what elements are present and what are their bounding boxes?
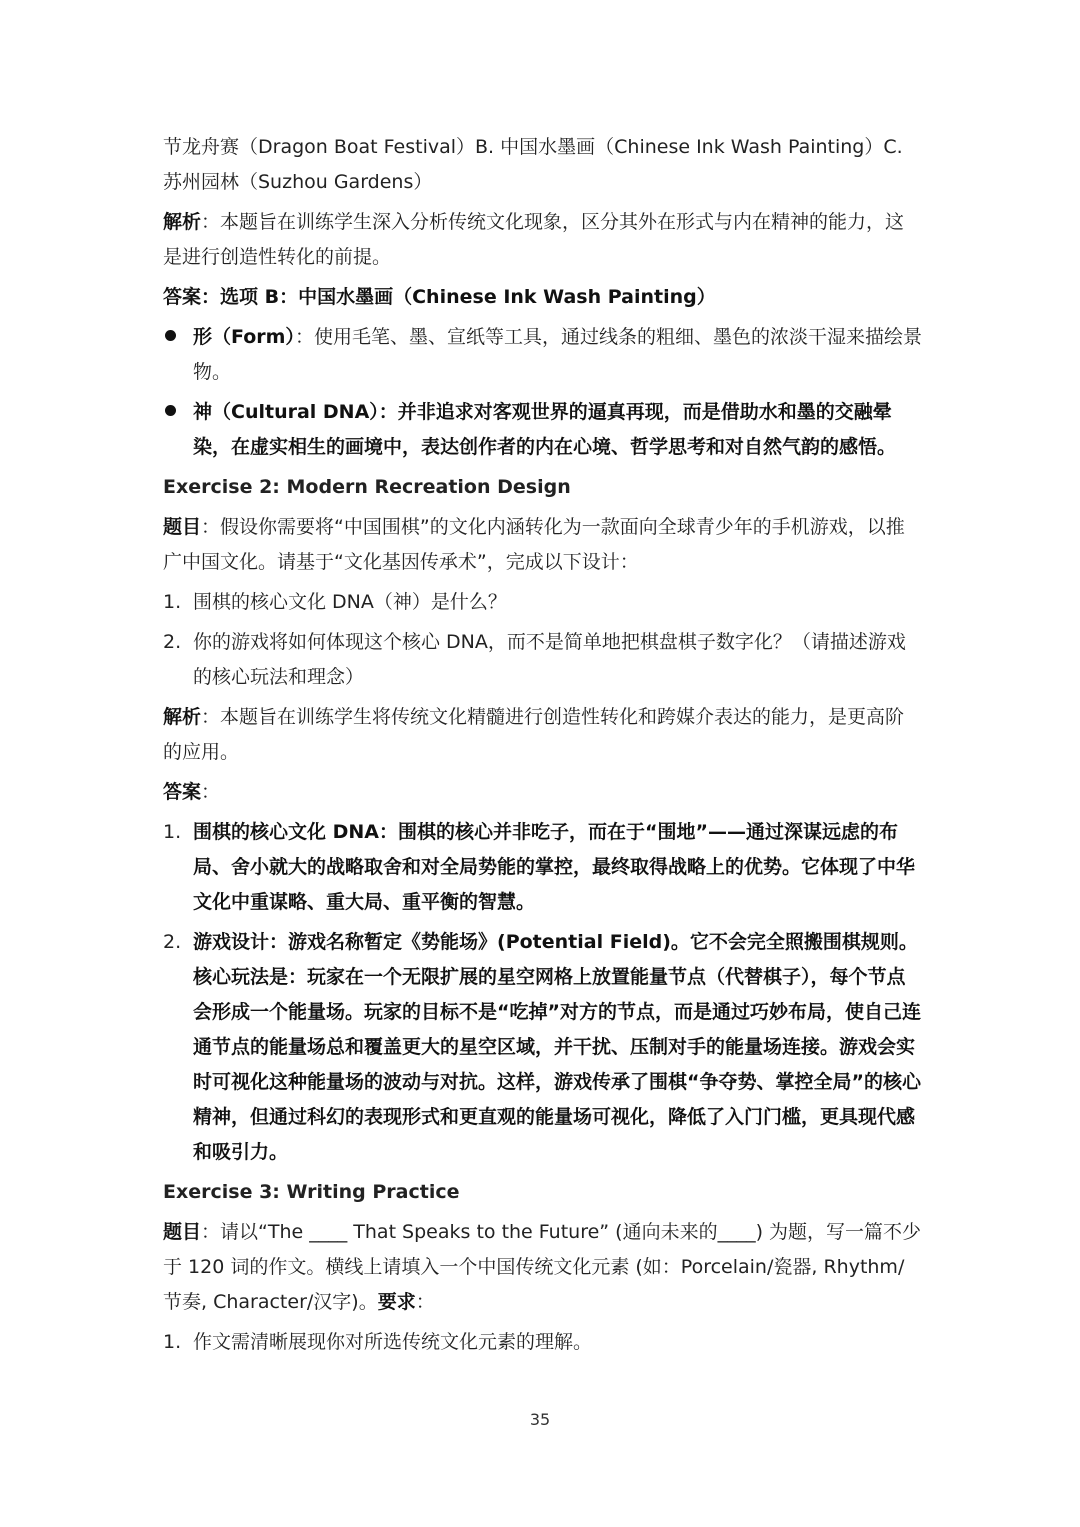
analysis-label: 解析 bbox=[163, 706, 202, 728]
analysis-label: 解析 bbox=[163, 211, 202, 233]
page-number: 35 bbox=[529, 1410, 551, 1429]
bullet-text: ：使用毛笔、墨、宣纸等工具，通过线条的粗细、墨色的浓淡干湿来描绘景物。 bbox=[193, 326, 922, 383]
item-label: 游戏设计 bbox=[193, 931, 270, 953]
exercise-2-heading: Exercise 2: Modern Recreation Design bbox=[163, 476, 571, 498]
ex1-bullet-form bbox=[163, 320, 923, 390]
question-text: ：请以“The ____ That Speaks to the Future” (通向未来的____) 为题，写一篇不少于 120 词的作文。横线上请填入一个中国传统文化元素 (如：Porcelain/瓷器, Rhythm/节奏, Character/汉字)。 bbox=[163, 1221, 922, 1313]
bullet-icon bbox=[163, 395, 187, 430]
bullet-label: 形（Form） bbox=[193, 326, 295, 348]
analysis-text: ：本题旨在训练学生深入分析传统文化现象，区分其外在形式与内在精神的能力，这是进行创造性转化的前提。 bbox=[163, 211, 905, 268]
bullet-label: 神（Cultural DNA） bbox=[193, 401, 379, 423]
answer-colon: ： bbox=[201, 781, 221, 803]
ex2-question bbox=[163, 510, 923, 580]
answer-label: 答案 bbox=[163, 781, 202, 803]
ex2-question-item bbox=[163, 625, 923, 695]
item-number: 2. bbox=[163, 931, 182, 953]
ex3-requirement-item bbox=[163, 1325, 923, 1360]
bullet-text: ：并非追求对客观世界的逼真再现，而是借助水和墨的交融晕染，在虚实相生的画境中，表达创作者的内在心境、哲学思考和对自然气韵的感悟。 bbox=[193, 401, 897, 458]
ex1-answer bbox=[163, 280, 923, 315]
ex2-analysis bbox=[163, 700, 923, 770]
ex2-answer-item bbox=[163, 925, 923, 1170]
question-label: 题目 bbox=[163, 516, 202, 538]
ex2-question-item bbox=[163, 585, 923, 620]
item-text: ：围棋的核心并非吃子，而在于“围地”——通过深谋远虑的布局、舍小就大的战略取舍和对全局势能的掌控，最终取得战略上的优势。它体现了中华文化中重谋略、重大局、重平衡的智慧。 bbox=[193, 821, 916, 913]
ex1-analysis bbox=[163, 205, 923, 275]
item-text: ：游戏名称暂定《势能场》(Potential Field)。它不会完全照搬围棋规则。核心玩法是：玩家在一个无限扩展的星空网格上放置能量节点（代替棋子），每个节点会形成一个能量场。玩家的目标不是“吃掉”对方的节点，而是通过巧妙布局，使自己连通节点的能量场总和覆盖更大的星空区域，并干扰、压制对手的能量场连接。游戏会实时可视化这种能量场的波动与对抗。这样，游戏传承了围棋“争夺势、掌控全局”的核心精神，但通过科幻的表现形式和更直观的能量场可视化，降低了入门门槛，更具现代感和吸引力。 bbox=[193, 931, 921, 1163]
item-label: 围棋的核心文化 DNA bbox=[193, 821, 379, 843]
ex1-bullet-cultural-dna bbox=[163, 395, 923, 465]
page-content bbox=[163, 130, 923, 1365]
question-text: ：假设你需要将“中国围棋”的文化内涵转化为一款面向全球青少年的手机游戏，以推广中国文化。请基于“文化基因传承术”，完成以下设计： bbox=[163, 516, 905, 573]
item-text: 你的游戏将如何体现这个核心 DNA，而不是简单地把棋盘棋子数字化？（请描述游戏的核心玩法和理念） bbox=[193, 631, 906, 688]
analysis-text: ：本题旨在训练学生将传统文化精髓进行创造性转化和跨媒介表达的能力，是更高阶的应用。 bbox=[163, 706, 905, 763]
ex3-question bbox=[163, 1215, 923, 1320]
requirement-label: 要求 bbox=[377, 1291, 416, 1313]
item-text: 围棋的核心文化 DNA（神）是什么？ bbox=[193, 591, 507, 613]
requirement-colon: ： bbox=[415, 1291, 435, 1313]
intro-options-line: 节龙舟赛（Dragon Boat Festival）B. 中国水墨画（Chinese Ink Wash Painting）C. 苏州园林（Suzhou Gardens） bbox=[163, 136, 903, 193]
ex2-answer-item bbox=[163, 815, 923, 920]
answer-text: ：选项 B：中国水墨画（Chinese Ink Wash Painting） bbox=[201, 286, 716, 308]
item-number: 1. bbox=[163, 591, 182, 613]
item-number: 1. bbox=[163, 821, 182, 843]
question-label: 题目 bbox=[163, 1221, 202, 1243]
ex2-answer bbox=[163, 775, 923, 810]
item-number: 2. bbox=[163, 631, 182, 653]
bullet-icon bbox=[163, 320, 187, 355]
item-text: 作文需清晰展现你对所选传统文化元素的理解。 bbox=[193, 1331, 593, 1353]
item-number: 1. bbox=[163, 1331, 182, 1353]
answer-label: 答案 bbox=[163, 286, 202, 308]
exercise-3-heading: Exercise 3: Writing Practice bbox=[163, 1181, 460, 1203]
